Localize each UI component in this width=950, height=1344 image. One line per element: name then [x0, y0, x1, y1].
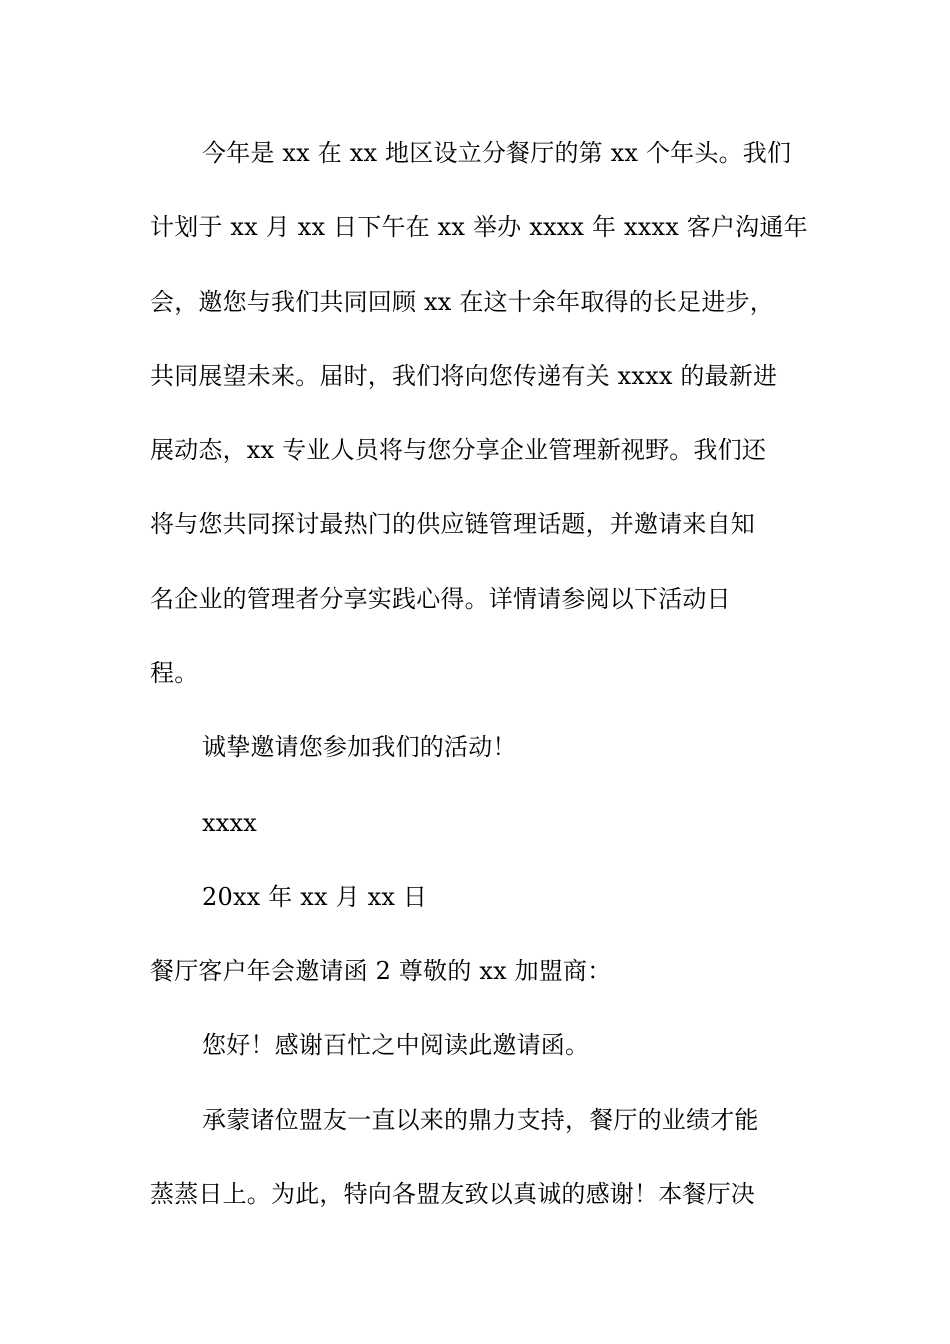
paragraph-line: 计划于 xx 月 xx 日下午在 xx 举办 xxxx 年 xxxx 客户沟通年 — [150, 213, 808, 241]
paragraph-line: 今年是 xx 在 xx 地区设立分餐厅的第 xx 个年头。我们 — [202, 139, 792, 167]
paragraph-line: 展动态，xx 专业人员将与您分享企业管理新视野。我们还 — [150, 436, 767, 464]
paragraph-line: 程。 — [150, 659, 199, 687]
paragraph-line: 承蒙诸位盟友一直以来的鼎力支持，餐厅的业绩才能 — [202, 1106, 759, 1134]
date-line: 20xx 年 xx 月 xx 日 — [202, 883, 428, 911]
paragraph-line: 蒸蒸日上。为此，特向各盟友致以真诚的感谢！本餐厅决 — [150, 1180, 755, 1208]
paragraph-line: 名企业的管理者分享实践心得。详情请参阅以下活动日 — [150, 585, 731, 613]
section-heading: 餐厅客户年会邀请函 2 尊敬的 xx 加盟商： — [150, 957, 612, 985]
signature-line: xxxx — [202, 809, 257, 837]
paragraph-line: 共同展望未来。届时，我们将向您传递有关 xxxx 的最新进 — [150, 362, 778, 390]
paragraph-line: 会，邀您与我们共同回顾 xx 在这十余年取得的长足进步， — [150, 288, 774, 316]
paragraph-line: 将与您共同探讨最热门的供应链管理话题，并邀请来自知 — [150, 510, 755, 538]
invitation-line: 诚挚邀请您参加我们的活动！ — [202, 733, 517, 761]
greeting-line: 您好！感谢百忙之中阅读此邀请函。 — [202, 1031, 590, 1059]
